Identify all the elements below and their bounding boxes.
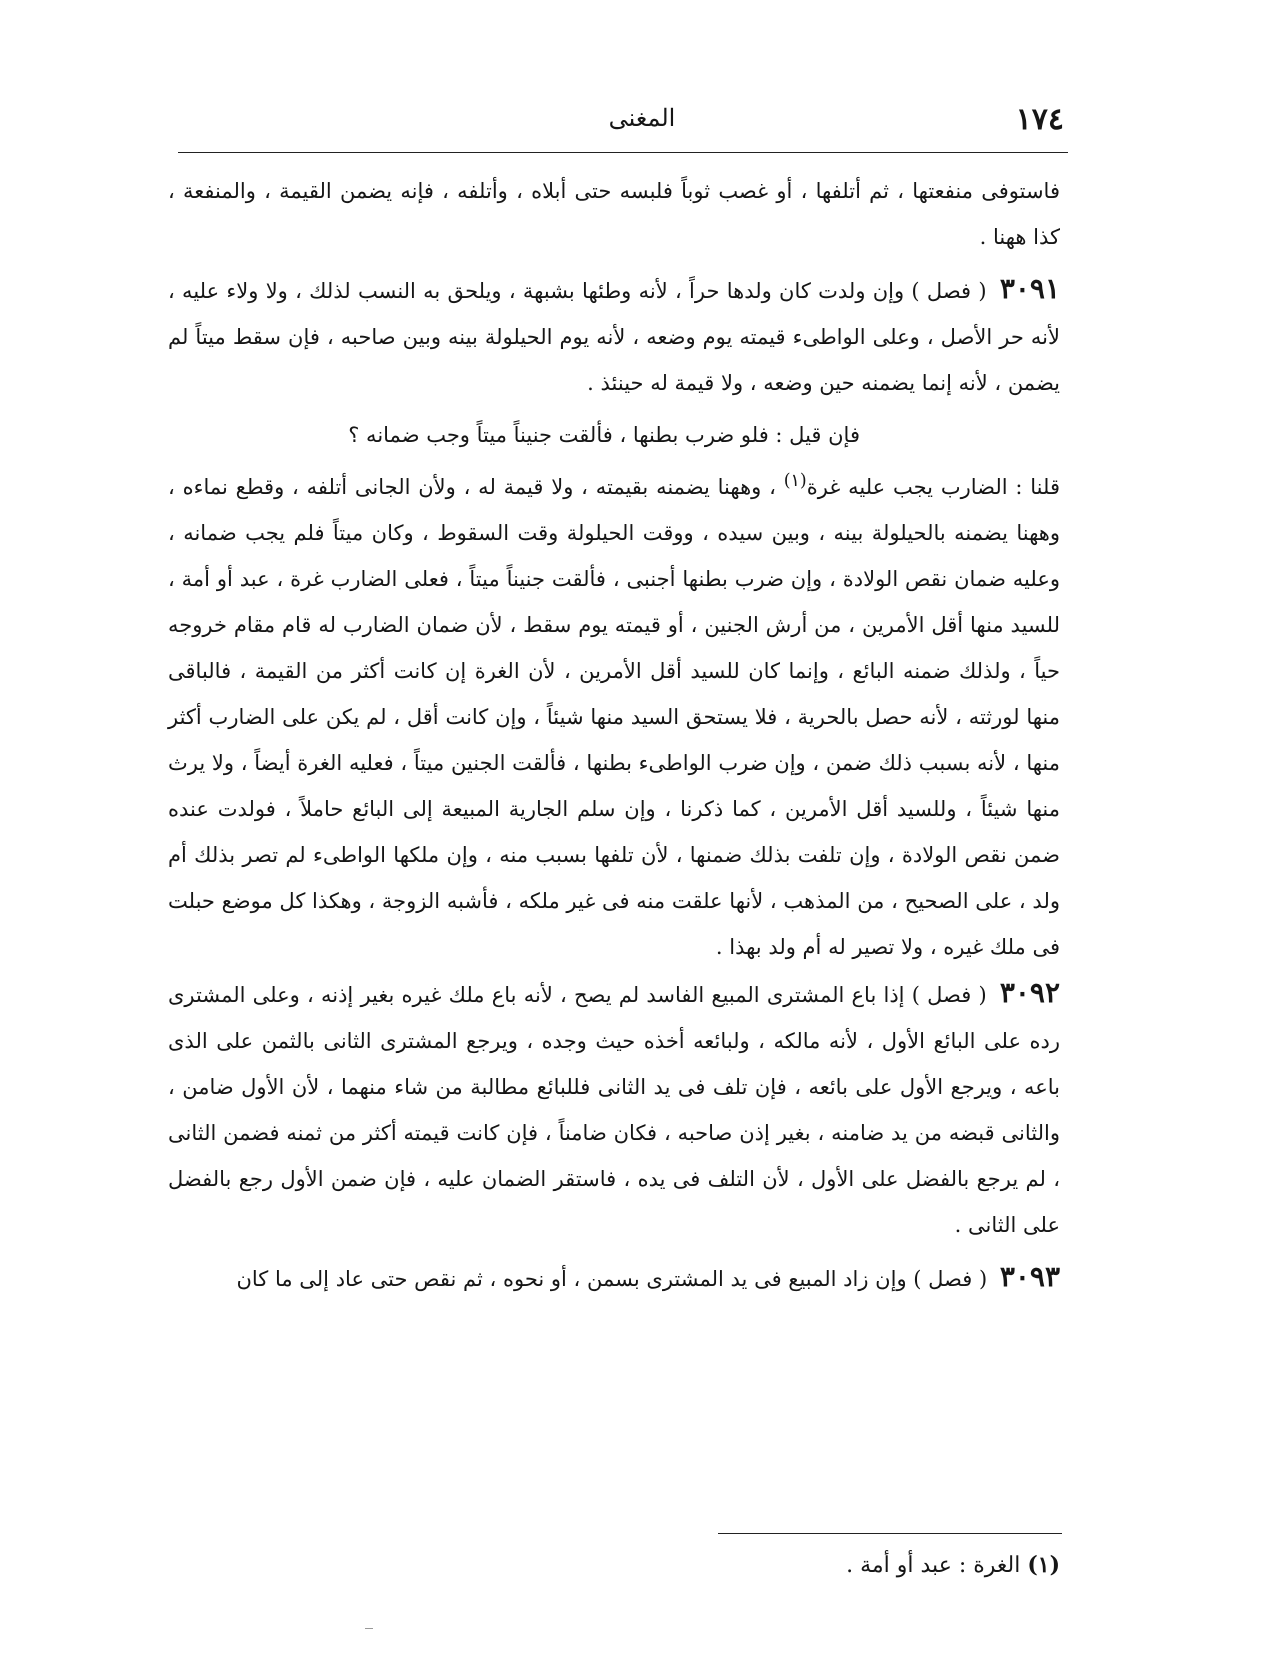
objection-question: فإن قيل : فلو ضرب بطنها ، فألقت جنيناً ميتاً وجب ضمانه ؟: [348, 423, 860, 447]
paragraph-3093: [168, 1254, 1060, 1302]
paragraph-continued: [168, 168, 1060, 260]
footnote-text: الغرة : عبد أو أمة .: [846, 1553, 1021, 1578]
paragraph-3091: [168, 266, 1060, 406]
paragraph-3092: [168, 970, 1060, 1248]
answer-text-rest: ، وههنا يضمنه بقيمته ، ولا قيمة له ، ولأن الجانى أتلفه ، وقطع نماءه ، وههنا يضمنه بالحيلولة بينه ، وبين سيده ، ووقت الحيلولة وقت السقوط ، وكان ميتاً فلم يجب ضمانه ، وعليه ضمان نقص الولادة ، وإن ضرب بطنها أجنبى ، فألقت جنيناً ميتاً ، فعلى الضارب غرة ، عبد أو أمة ، للسيد منها أقل الأمرين ، من أرش الجنين ، أو قيمته يوم سقط ، لأن ضمان الضارب له قام مقام خروجه حياً ، ولذلك ضمنه البائع ، وإنما كان للسيد أقل الأمرين ، لأن الغرة إن كانت أكثر من القيمة ، فالباقى منها لورثته ، لأنه حصل بالحرية ، فلا يستحق السيد منها شيئاً ، وإن كانت أقل ، لم يكن على الضارب أكثر منها ، لأنه بسبب ذلك ضمن ، وإن ضرب الواطىء بطنها ، فألقت الجنين ميتاً ، فعليه الغرة أيضاً ، ولا يرث منها شيئاً ، وللسيد أقل الأمرين ، كما ذكرنا ، وإن سلم الجارية المبيعة إلى البائع حاملاً ، فولدت عنده ضمن نقص الولادة ، وإن تلفت بذلك ضمنها ، لأن تلفها بسبب منه ، وإن ملكها الواطىء لم تصر بذلك أم ولد ، على الصحيح ، من المذهب ، لأنها علقت منه فى غير ملكه ، فأشبه الزوجة ، وهكذا كل موضع حبلت فى ملك غيره ، ولا تصير له أم ولد بهذا .: [168, 475, 1060, 959]
paragraph-text: ( فصل ) وإن ولدت كان ولدها حراً ، لأنه وطئها بشبهة ، ويلحق به النسب لذلك ، ولا ولاء عليه ، لأنه حر الأصل ، وعلى الواطىء قيمته يوم وضعه ، لأنه يوم الحيلولة بينه وبين صاحبه ، فإن سقط ميتاً لم يضمن ، لأنه إنما يضمنه حين وضعه ، ولا قيمة له حينئذ .: [168, 279, 1060, 395]
paragraph-text: ( فصل ) وإن زاد المبيع فى يد المشترى بسمن ، أو نحوه ، ثم نقص حتى عاد إلى ما كان: [236, 1267, 988, 1291]
answer-text-start: قلنا : الضارب يجب عليه غرة: [806, 475, 1060, 499]
header-rule: [178, 152, 1068, 153]
section-number: ٣٠٩٢: [999, 976, 1060, 1009]
scan-mark: [365, 1628, 373, 1629]
section-number: ٣٠٩٣: [999, 1260, 1060, 1293]
section-number: ٣٠٩١: [999, 272, 1060, 305]
objection-answer: [168, 458, 1060, 970]
paragraph-text: فاستوفى منفعتها ، ثم أتلفها ، أو غصب ثوباً فلبسه حتى أبلاه ، وأتلفه ، فإنه يضمن القيمة ، والمنفعة ، كذا ههنا .: [168, 179, 1060, 249]
running-title: المغنى: [608, 104, 676, 132]
body-text: [168, 168, 1060, 1308]
page-number: ١٧٤: [1015, 102, 1064, 137]
paragraph-text: ( فصل ) إذا باع المشترى المبيع الفاسد لم يصح ، لأنه باع ملك غيره بغير إذنه ، وعلى المشترى رده على البائع الأول ، لأنه مالكه ، ولبائعه أخذه حيث وجده ، ويرجع المشترى الثانى بالثمن على الذى باعه ، ويرجع الأول على بائعه ، فإن تلف فى يد الثانى فللبائع مطالبة من شاء منهما ، لأن الأول ضامن ، والثانى قبضه من يد ضامنه ، بغير إذن صاحبه ، فكان ضامناً ، فإن كانت قيمته أكثر من ثمنه فضمن الثانى ، لم يرجع بالفضل على الأول ، لأن التلف فى يده ، فاستقر الضمان عليه ، فإن ضمن الأول رجع بالفضل على الثانى .: [168, 983, 1060, 1237]
footnote: [846, 1552, 1060, 1578]
footnote-mark: (١): [1027, 1552, 1060, 1578]
footnote-rule: [718, 1533, 1062, 1534]
footnote-reference: (١): [783, 471, 807, 491]
